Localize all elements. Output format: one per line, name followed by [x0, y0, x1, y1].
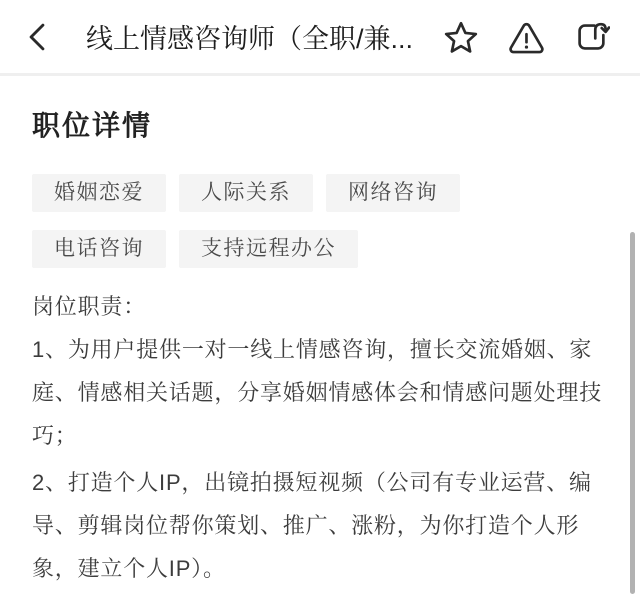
star-icon [442, 18, 480, 56]
job-tag: 网络咨询 [326, 174, 460, 212]
job-tag: 婚姻恋爱 [32, 174, 166, 212]
report-button[interactable] [507, 17, 545, 57]
favorite-button[interactable] [442, 17, 480, 57]
tag-list [32, 174, 502, 268]
share-button[interactable] [572, 17, 610, 57]
description-line: 岗位职责： [32, 294, 147, 319]
nav-actions [442, 17, 610, 57]
job-tag: 人际关系 [179, 174, 313, 212]
job-description [32, 285, 608, 590]
section-title: 职位详情 [32, 110, 153, 141]
warning-icon [506, 18, 546, 56]
share-icon [572, 18, 610, 56]
description-paragraph [32, 328, 608, 457]
job-detail-panel [0, 109, 640, 590]
scrollbar-thumb[interactable] [630, 232, 635, 594]
description-paragraph [32, 461, 608, 590]
description-line: 象，建立个人IP）。 [32, 556, 226, 581]
back-chevron-icon [26, 19, 48, 55]
back-button[interactable] [26, 17, 56, 57]
job-tag: 支持远程办公 [179, 230, 358, 268]
description-line: 导、剪辑岗位帮你策划、推广、涨粉，为你打造个人形 [32, 513, 580, 538]
description-line: 庭、情感相关话题，分享婚姻情感体会和情感问题处理技 [32, 380, 603, 405]
description-line: 2、打造个人IP，出镜拍摄短视频（公司有专业运营、编 [32, 470, 592, 495]
description-line: 1、为用户提供一对一线上情感咨询，擅长交流婚姻、家 [32, 337, 593, 362]
description-paragraph [32, 285, 608, 328]
navbar [0, 0, 640, 76]
description-line: 巧； [32, 423, 78, 448]
job-tag: 电话咨询 [32, 230, 166, 268]
page-title: 线上情感咨询师（全职/兼... [86, 24, 414, 54]
